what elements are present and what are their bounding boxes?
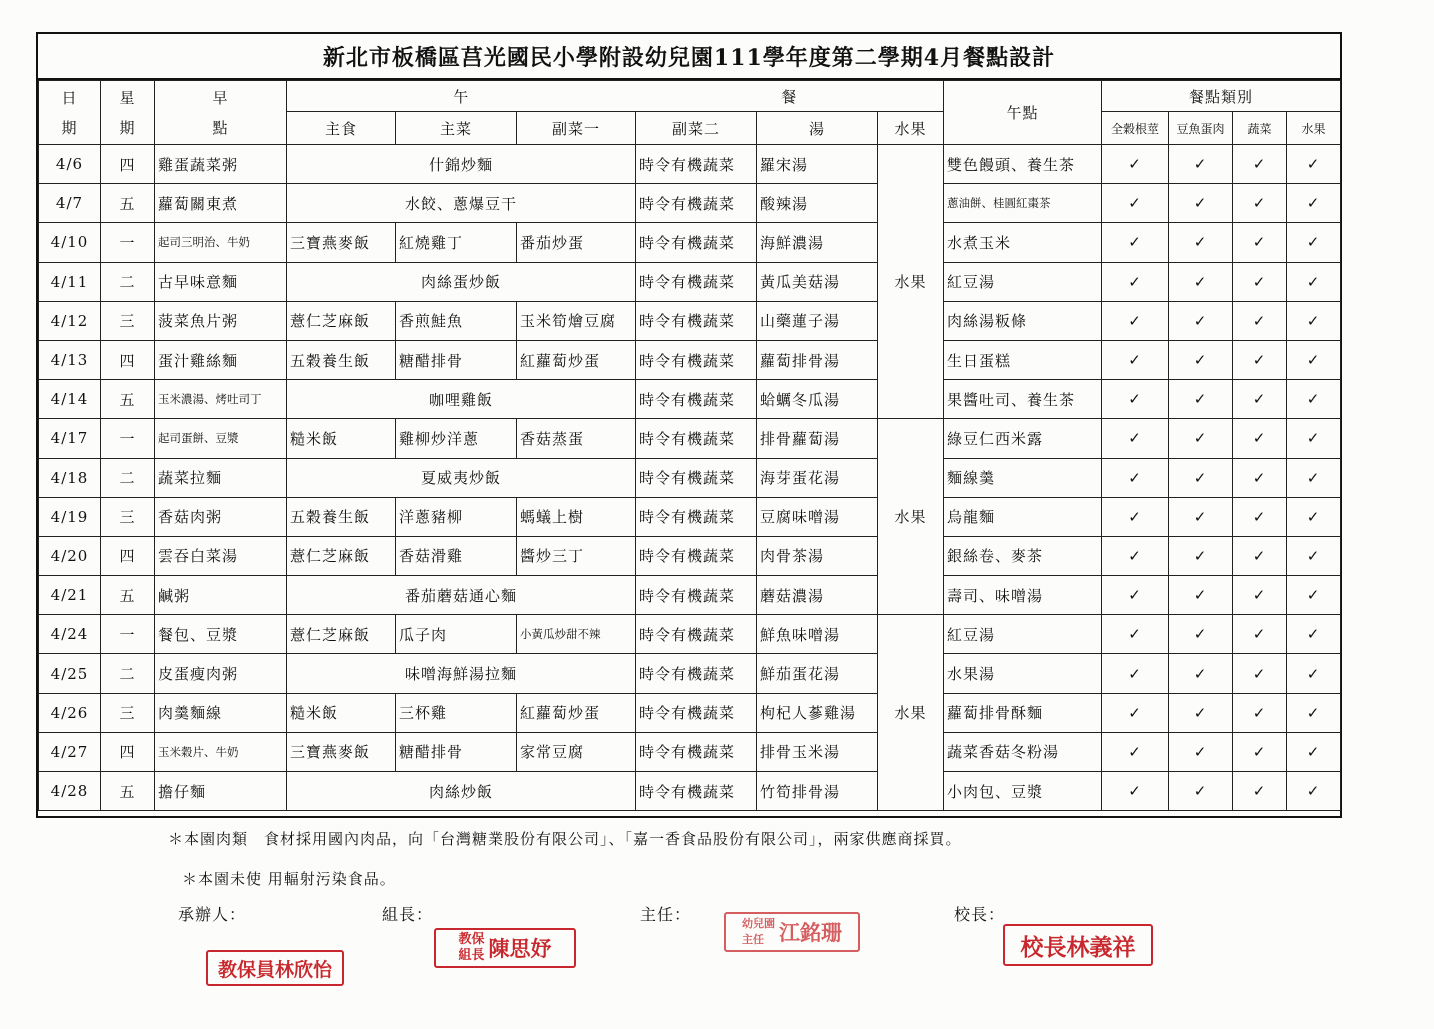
breakfast-cell: 玉米穀片、牛奶 (155, 732, 287, 771)
side1-cell: 小黃瓜炒甜不辣 (517, 615, 636, 654)
soup-cell: 蘿蔔排骨湯 (757, 340, 878, 379)
table-row (39, 772, 1341, 811)
soup-cell: 羅宋湯 (757, 145, 878, 184)
check-fruit: ✓ (1287, 654, 1341, 693)
side2-cell: 時令有機蔬菜 (636, 615, 757, 654)
side2-cell: 時令有機蔬菜 (636, 772, 757, 811)
snack-cell: 綠豆仁西米露 (944, 419, 1102, 458)
check-grain: ✓ (1102, 732, 1169, 771)
breakfast-cell: 擔仔麵 (155, 772, 287, 811)
weekday-cell: 二 (101, 458, 155, 497)
check-veg: ✓ (1233, 536, 1287, 575)
lunch-combined-cell: 夏威夷炒飯 (287, 458, 636, 497)
weekday-cell: 二 (101, 654, 155, 693)
date-cell: 4/7 (39, 184, 101, 223)
weekday-cell: 一 (101, 223, 155, 262)
side2-cell: 時令有機蔬菜 (636, 576, 757, 615)
snack-cell: 蔥油餅、桂圓紅棗茶 (944, 184, 1102, 223)
side2-cell: 時令有機蔬菜 (636, 458, 757, 497)
check-veg: ✓ (1233, 772, 1287, 811)
header-categories: 餐點類別 (1102, 81, 1341, 112)
breakfast-cell: 蘿蔔關東煮 (155, 184, 287, 223)
snack-cell: 生日蛋糕 (944, 340, 1102, 379)
soup-cell: 黃瓜美菇湯 (757, 262, 878, 301)
breakfast-cell: 鹹粥 (155, 576, 287, 615)
header-staple: 主食 (287, 112, 396, 145)
snack-cell: 蘿蔔排骨酥麵 (944, 693, 1102, 732)
soup-cell: 肉骨茶湯 (757, 536, 878, 575)
weekday-cell: 二 (101, 262, 155, 301)
header-cat-protein: 豆魚蛋肉 (1169, 112, 1233, 145)
check-veg: ✓ (1233, 576, 1287, 615)
check-veg: ✓ (1233, 262, 1287, 301)
staple-cell: 五穀養生飯 (287, 497, 396, 536)
staple-cell: 三寶燕麥飯 (287, 732, 396, 771)
table-row (39, 184, 1341, 223)
staple-cell: 糙米飯 (287, 419, 396, 458)
check-grain: ✓ (1102, 301, 1169, 340)
check-grain: ✓ (1102, 262, 1169, 301)
header-side1: 副菜一 (517, 112, 636, 145)
check-protein: ✓ (1169, 732, 1233, 771)
breakfast-cell: 香菇肉粥 (155, 497, 287, 536)
breakfast-cell: 餐包、豆漿 (155, 615, 287, 654)
check-fruit: ✓ (1287, 419, 1341, 458)
side2-cell: 時令有機蔬菜 (636, 419, 757, 458)
breakfast-cell: 起司蛋餅、豆漿 (155, 419, 287, 458)
snack-cell: 烏龍麵 (944, 497, 1102, 536)
side1-cell: 醬炒三丁 (517, 536, 636, 575)
soup-cell: 排骨蘿蔔湯 (757, 419, 878, 458)
stamp-director: 幼兒園 主任 江銘珊 (724, 912, 860, 952)
header-fruit: 水果 (878, 112, 944, 145)
check-grain: ✓ (1102, 145, 1169, 184)
check-veg: ✓ (1233, 340, 1287, 379)
date-cell: 4/6 (39, 145, 101, 184)
weekday-cell: 一 (101, 615, 155, 654)
stamp-leader: 教保 組長 陳思妤 (434, 928, 576, 968)
date-cell: 4/17 (39, 419, 101, 458)
table-row (39, 536, 1341, 575)
weekday-cell: 五 (101, 184, 155, 223)
check-protein: ✓ (1169, 576, 1233, 615)
snack-cell: 肉絲湯粄條 (944, 301, 1102, 340)
table-row (39, 458, 1341, 497)
table-row (39, 693, 1341, 732)
check-protein: ✓ (1169, 497, 1233, 536)
main-dish-cell: 糖醋排骨 (396, 340, 517, 379)
side2-cell: 時令有機蔬菜 (636, 497, 757, 536)
breakfast-cell: 蛋汁雞絲麵 (155, 340, 287, 379)
check-fruit: ✓ (1287, 340, 1341, 379)
check-grain: ✓ (1102, 419, 1169, 458)
check-fruit: ✓ (1287, 262, 1341, 301)
main-dish-cell: 雞柳炒洋蔥 (396, 419, 517, 458)
check-protein: ✓ (1169, 301, 1233, 340)
staple-cell: 三寶燕麥飯 (287, 223, 396, 262)
lunch-combined-cell: 番茄蘑菇通心麵 (287, 576, 636, 615)
breakfast-cell: 蔬菜拉麵 (155, 458, 287, 497)
menu-body (39, 145, 1341, 811)
check-fruit: ✓ (1287, 458, 1341, 497)
side2-cell: 時令有機蔬菜 (636, 693, 757, 732)
date-cell: 4/27 (39, 732, 101, 771)
check-fruit: ✓ (1287, 145, 1341, 184)
snack-cell: 雙色饅頭、養生茶 (944, 145, 1102, 184)
director-label: 主任： (640, 905, 692, 924)
check-veg: ✓ (1233, 301, 1287, 340)
staple-cell: 薏仁芝麻飯 (287, 301, 396, 340)
fruit-cell: 水果 (878, 615, 944, 811)
lunch-combined-cell: 味噌海鮮湯拉麵 (287, 654, 636, 693)
check-veg: ✓ (1233, 419, 1287, 458)
main-dish-cell: 香煎鮭魚 (396, 301, 517, 340)
handler-label: 承辦人： (178, 905, 247, 924)
header-cat-grain: 全穀根莖 (1102, 112, 1169, 145)
staple-cell: 薏仁芝麻飯 (287, 615, 396, 654)
check-grain: ✓ (1102, 380, 1169, 419)
header-date: 日 期 (39, 81, 101, 145)
principal-label: 校長： (954, 905, 1006, 924)
table-row (39, 380, 1341, 419)
table-row (39, 419, 1341, 458)
table-row (39, 262, 1341, 301)
note-radiation: ＊本園未使 用輻射污染食品。 (182, 870, 396, 888)
check-grain: ✓ (1102, 536, 1169, 575)
fruit-cell: 水果 (878, 419, 944, 615)
soup-cell: 竹筍排骨湯 (757, 772, 878, 811)
lunch-combined-cell: 什錦炒麵 (287, 145, 636, 184)
staple-cell: 糙米飯 (287, 693, 396, 732)
weekday-cell: 五 (101, 772, 155, 811)
date-cell: 4/25 (39, 654, 101, 693)
main-dish-cell: 洋蔥豬柳 (396, 497, 517, 536)
check-veg: ✓ (1233, 497, 1287, 536)
side1-cell: 螞蟻上樹 (517, 497, 636, 536)
side1-cell: 玉米筍燴豆腐 (517, 301, 636, 340)
side2-cell: 時令有機蔬菜 (636, 536, 757, 575)
side2-cell: 時令有機蔬菜 (636, 223, 757, 262)
date-cell: 4/14 (39, 380, 101, 419)
header-snack: 午點 (944, 81, 1102, 145)
check-grain: ✓ (1102, 772, 1169, 811)
snack-cell: 麵線羹 (944, 458, 1102, 497)
notes (168, 828, 962, 908)
check-grain: ✓ (1102, 497, 1169, 536)
weekday-cell: 五 (101, 576, 155, 615)
weekday-cell: 三 (101, 693, 155, 732)
snack-cell: 果醬吐司、養生茶 (944, 380, 1102, 419)
lunch-combined-cell: 肉絲炒飯 (287, 772, 636, 811)
date-cell: 4/18 (39, 458, 101, 497)
check-protein: ✓ (1169, 262, 1233, 301)
check-veg: ✓ (1233, 732, 1287, 771)
check-veg: ✓ (1233, 654, 1287, 693)
table-row (39, 223, 1341, 262)
table-row (39, 497, 1341, 536)
leader-label: 組長： (382, 905, 434, 924)
check-protein: ✓ (1169, 145, 1233, 184)
check-veg: ✓ (1233, 223, 1287, 262)
check-protein: ✓ (1169, 380, 1233, 419)
date-cell: 4/10 (39, 223, 101, 262)
soup-cell: 海鮮濃湯 (757, 223, 878, 262)
header-side2: 副菜二 (636, 112, 757, 145)
table-row (39, 732, 1341, 771)
check-grain: ✓ (1102, 654, 1169, 693)
weekday-cell: 四 (101, 536, 155, 575)
check-fruit: ✓ (1287, 772, 1341, 811)
side2-cell: 時令有機蔬菜 (636, 301, 757, 340)
header-lunch-right: 餐 (636, 81, 944, 112)
check-protein: ✓ (1169, 536, 1233, 575)
breakfast-cell: 玉米濃湯、烤吐司丁 (155, 380, 287, 419)
check-fruit: ✓ (1287, 576, 1341, 615)
menu-sheet (36, 32, 1342, 818)
breakfast-cell: 菠菜魚片粥 (155, 301, 287, 340)
check-protein: ✓ (1169, 654, 1233, 693)
check-grain: ✓ (1102, 576, 1169, 615)
header-cat-veg: 蔬菜 (1233, 112, 1287, 145)
header-cat-fruit: 水果 (1287, 112, 1341, 145)
snack-cell: 水煮玉米 (944, 223, 1102, 262)
note-meat-source: ＊本園肉類 食材採用國內肉品，向「台灣糖業股份有限公司」、「嘉一香食品股份有限公司」，兩家供應商採買。 (168, 830, 962, 848)
check-fruit: ✓ (1287, 615, 1341, 654)
weekday-cell: 三 (101, 497, 155, 536)
lunch-combined-cell: 咖哩雞飯 (287, 380, 636, 419)
date-cell: 4/28 (39, 772, 101, 811)
stamp-principal: 校長林義祥 (1003, 924, 1153, 966)
staple-cell: 薏仁芝麻飯 (287, 536, 396, 575)
date-cell: 4/19 (39, 497, 101, 536)
check-veg: ✓ (1233, 184, 1287, 223)
check-grain: ✓ (1102, 184, 1169, 223)
check-fruit: ✓ (1287, 380, 1341, 419)
soup-cell: 海芽蛋花湯 (757, 458, 878, 497)
soup-cell: 枸杞人蔘雞湯 (757, 693, 878, 732)
main-dish-cell: 紅燒雞丁 (396, 223, 517, 262)
side1-cell: 紅蘿蔔炒蛋 (517, 693, 636, 732)
check-protein: ✓ (1169, 184, 1233, 223)
breakfast-cell: 古早味意麵 (155, 262, 287, 301)
weekday-cell: 四 (101, 340, 155, 379)
snack-cell: 小肉包、豆漿 (944, 772, 1102, 811)
menu-table (38, 80, 1341, 811)
weekday-cell: 四 (101, 732, 155, 771)
side1-cell: 香菇蒸蛋 (517, 419, 636, 458)
check-grain: ✓ (1102, 340, 1169, 379)
side1-cell: 番茄炒蛋 (517, 223, 636, 262)
side2-cell: 時令有機蔬菜 (636, 654, 757, 693)
main-dish-cell: 三杯雞 (396, 693, 517, 732)
side2-cell: 時令有機蔬菜 (636, 340, 757, 379)
side2-cell: 時令有機蔬菜 (636, 732, 757, 771)
check-fruit: ✓ (1287, 223, 1341, 262)
soup-cell: 蘑菇濃湯 (757, 576, 878, 615)
side2-cell: 時令有機蔬菜 (636, 145, 757, 184)
date-cell: 4/11 (39, 262, 101, 301)
lunch-combined-cell: 水餃、蔥爆豆干 (287, 184, 636, 223)
side2-cell: 時令有機蔬菜 (636, 380, 757, 419)
check-veg: ✓ (1233, 458, 1287, 497)
breakfast-cell: 起司三明治、牛奶 (155, 223, 287, 262)
snack-cell: 壽司、味噌湯 (944, 576, 1102, 615)
check-grain: ✓ (1102, 458, 1169, 497)
check-protein: ✓ (1169, 615, 1233, 654)
soup-cell: 鮮茄蛋花湯 (757, 654, 878, 693)
date-cell: 4/20 (39, 536, 101, 575)
check-fruit: ✓ (1287, 536, 1341, 575)
check-grain: ✓ (1102, 223, 1169, 262)
fruit-cell: 水果 (878, 145, 944, 419)
weekday-cell: 三 (101, 301, 155, 340)
main-dish-cell: 瓜子肉 (396, 615, 517, 654)
snack-cell: 紅豆湯 (944, 262, 1102, 301)
stamp-handler: 教保員林欣怡 (206, 950, 344, 986)
date-cell: 4/26 (39, 693, 101, 732)
date-cell: 4/21 (39, 576, 101, 615)
check-fruit: ✓ (1287, 732, 1341, 771)
check-fruit: ✓ (1287, 301, 1341, 340)
side1-cell: 家常豆腐 (517, 732, 636, 771)
check-grain: ✓ (1102, 615, 1169, 654)
breakfast-cell: 肉羹麵線 (155, 693, 287, 732)
check-veg: ✓ (1233, 615, 1287, 654)
check-veg: ✓ (1233, 380, 1287, 419)
header-main-dish: 主菜 (396, 112, 517, 145)
weekday-cell: 四 (101, 145, 155, 184)
snack-cell: 銀絲卷、麥茶 (944, 536, 1102, 575)
breakfast-cell: 雲吞白菜湯 (155, 536, 287, 575)
soup-cell: 蛤蠣冬瓜湯 (757, 380, 878, 419)
check-protein: ✓ (1169, 419, 1233, 458)
check-fruit: ✓ (1287, 184, 1341, 223)
check-protein: ✓ (1169, 458, 1233, 497)
table-row (39, 340, 1341, 379)
lunch-combined-cell: 肉絲蛋炒飯 (287, 262, 636, 301)
main-dish-cell: 香菇滑雞 (396, 536, 517, 575)
snack-cell: 紅豆湯 (944, 615, 1102, 654)
soup-cell: 山藥蓮子湯 (757, 301, 878, 340)
weekday-cell: 五 (101, 380, 155, 419)
table-row (39, 615, 1341, 654)
soup-cell: 豆腐味噌湯 (757, 497, 878, 536)
table-row (39, 654, 1341, 693)
check-fruit: ✓ (1287, 693, 1341, 732)
soup-cell: 排骨玉米湯 (757, 732, 878, 771)
page-title: 新北市板橋區莒光國民小學附設幼兒園111學年度第二學期4月餐點設計 (38, 34, 1340, 80)
header-soup: 湯 (757, 112, 878, 145)
breakfast-cell: 皮蛋瘦肉粥 (155, 654, 287, 693)
check-protein: ✓ (1169, 223, 1233, 262)
check-protein: ✓ (1169, 340, 1233, 379)
side2-cell: 時令有機蔬菜 (636, 262, 757, 301)
check-protein: ✓ (1169, 772, 1233, 811)
check-fruit: ✓ (1287, 497, 1341, 536)
soup-cell: 鮮魚味噌湯 (757, 615, 878, 654)
header-lunch-left: 午 (287, 81, 636, 112)
weekday-cell: 一 (101, 419, 155, 458)
table-row (39, 145, 1341, 184)
date-cell: 4/12 (39, 301, 101, 340)
header-breakfast: 早 點 (155, 81, 287, 145)
date-cell: 4/13 (39, 340, 101, 379)
side1-cell: 紅蘿蔔炒蛋 (517, 340, 636, 379)
snack-cell: 蔬菜香菇冬粉湯 (944, 732, 1102, 771)
side2-cell: 時令有機蔬菜 (636, 184, 757, 223)
check-grain: ✓ (1102, 693, 1169, 732)
header-weekday: 星 期 (101, 81, 155, 145)
check-veg: ✓ (1233, 145, 1287, 184)
staple-cell: 五穀養生飯 (287, 340, 396, 379)
snack-cell: 水果湯 (944, 654, 1102, 693)
check-veg: ✓ (1233, 693, 1287, 732)
main-dish-cell: 糖醋排骨 (396, 732, 517, 771)
breakfast-cell: 雞蛋蔬菜粥 (155, 145, 287, 184)
table-row (39, 301, 1341, 340)
check-protein: ✓ (1169, 693, 1233, 732)
soup-cell: 酸辣湯 (757, 184, 878, 223)
date-cell: 4/24 (39, 615, 101, 654)
table-row (39, 576, 1341, 615)
